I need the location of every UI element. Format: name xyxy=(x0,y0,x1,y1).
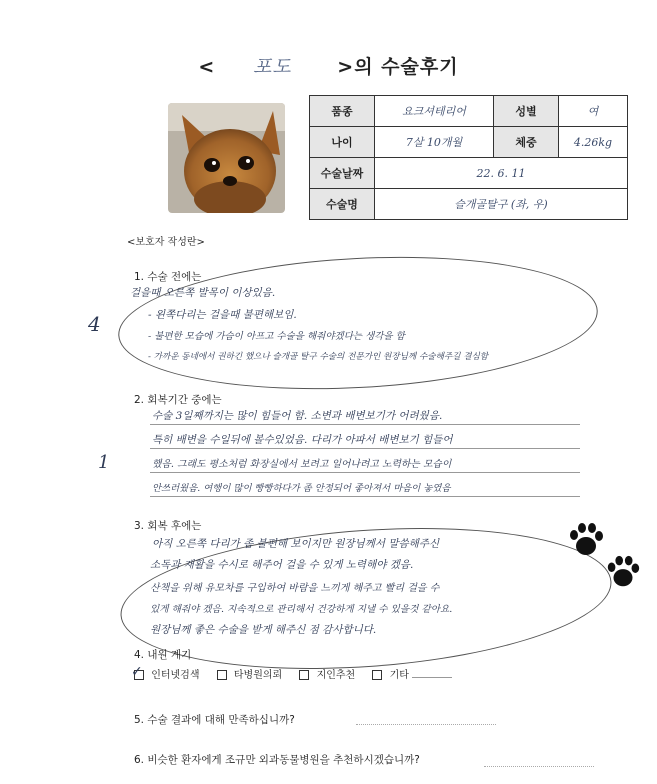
paw-print-icon xyxy=(604,553,642,595)
age-label: 나이 xyxy=(310,127,375,158)
dog-name: 포도 xyxy=(252,56,292,78)
q6-answer-line[interactable] xyxy=(484,766,594,767)
q4-title: 4. 내원 계기 xyxy=(134,649,192,661)
surgery-label: 수술명 xyxy=(310,189,375,220)
visit-reason-options xyxy=(131,664,534,681)
weight-label: 체중 xyxy=(494,127,559,158)
guardian-section-label: <보호자 작성란> xyxy=(127,237,205,248)
q2-line-3: 했음. 그래도 평소처럼 화장실에서 보려고 일어나려고 노력하는 모습이 xyxy=(152,459,452,470)
check-mark-icon: ✓ xyxy=(131,664,143,680)
q3-line-3: 산책을 위해 유모차를 구입하여 바람을 느끼게 해주고 빨리 걸을 수 xyxy=(150,583,440,594)
option-other-hospital[interactable] xyxy=(217,670,286,681)
dog-photo xyxy=(168,103,285,213)
surgery-value: 슬개골탈구 (좌, 우) xyxy=(375,189,628,220)
date-value: 22. 6. 11 xyxy=(375,158,628,189)
option-label: 인터넷검색 xyxy=(151,670,200,681)
q5-answer-line[interactable] xyxy=(356,724,496,725)
page-title xyxy=(0,52,657,79)
option-referral[interactable] xyxy=(299,670,358,681)
q2-line-1: 수술 3일째까지는 많이 힘들어 함. 소변과 배변보기가 어려웠음. xyxy=(152,410,443,422)
q2-line-2: 특히 배변을 수일뒤에 볼수있었음. 다리가 아파서 배변보기 힘들어 xyxy=(152,434,453,446)
title-suffix: >의 수술후기 xyxy=(337,56,459,78)
q6-title: 6. 비슷한 환자에게 조규만 외과동물병원을 추천하시겠습니까? xyxy=(134,754,420,766)
breed-value: 요크셔테리어 xyxy=(375,96,494,127)
q1-line-2: - 왼쪽다리는 걸을때 불편해보임. xyxy=(148,309,297,321)
checkbox-referral[interactable] xyxy=(299,670,309,680)
checkbox-other-hospital[interactable] xyxy=(217,670,227,680)
checkbox-other[interactable] xyxy=(372,670,382,680)
q2-rule-2 xyxy=(150,448,580,449)
q3-line-5: 원장님께 좋은 수술을 받게 해주신 점 감사합니다. xyxy=(150,624,377,636)
option-internet-search[interactable] xyxy=(131,664,203,681)
q2-line-4: 안쓰러웠음. 여행이 많이 빵빵하다가 좀 안정되어 좋아져서 마음이 놓였음 xyxy=(152,483,451,494)
q1-title: 1. 수술 전에는 xyxy=(134,271,202,283)
q2-title: 2. 회복기간 중에는 xyxy=(134,394,222,406)
q1-line-1: 걸을때 오른쪽 발목이 이상있음. xyxy=(130,287,276,299)
sex-value: 여 xyxy=(559,96,628,127)
q1-margin-mark: 4 xyxy=(88,312,101,336)
q3-line-1: 아직 오른쪽 다리가 좀 불편해 보이지만 원장님께서 말씀해주신 xyxy=(152,538,440,550)
option-label: 타병원의뢰 xyxy=(233,670,283,681)
q3-line-4: 있게 해줘야 겠음. 지속적으로 관리해서 건강하게 지낼 수 있을것 같아요. xyxy=(150,604,453,615)
paw-print-icon xyxy=(566,520,606,564)
sex-label: 성별 xyxy=(494,96,559,127)
other-input-line[interactable] xyxy=(412,677,452,678)
title-open-bracket: < xyxy=(198,56,216,78)
q5-title: 5. 수술 결과에 대해 만족하십니까? xyxy=(134,714,295,726)
date-label: 수술날짜 xyxy=(310,158,375,189)
weight-value: 4.26kg xyxy=(559,127,628,158)
q3-title: 3. 회복 후에는 xyxy=(134,520,202,532)
patient-info-table xyxy=(309,95,628,220)
age-value: 7살 10개월 xyxy=(375,127,494,158)
q2-margin-mark: 1 xyxy=(98,452,110,473)
option-label: 기타 xyxy=(389,670,409,681)
q3-line-2: 소독과 재활을 수시로 해주어 걸을 수 있게 노력해야 겠음. xyxy=(150,559,414,571)
option-other[interactable] xyxy=(372,670,452,681)
q2-rule-4 xyxy=(150,496,580,497)
q2-rule-1 xyxy=(150,424,580,425)
breed-label: 품종 xyxy=(310,96,375,127)
q1-line-3: - 불편한 모습에 가슴이 아프고 수술을 해줘야겠다는 생각을 함 xyxy=(148,331,405,342)
q1-line-4: - 가까운 동네에서 권하긴 했으나 슬개골 탈구 수술의 전문가인 원장님께 수술해주길 결심함 xyxy=(148,352,489,362)
option-label: 지인추천 xyxy=(316,670,356,681)
q2-rule-3 xyxy=(150,472,580,473)
